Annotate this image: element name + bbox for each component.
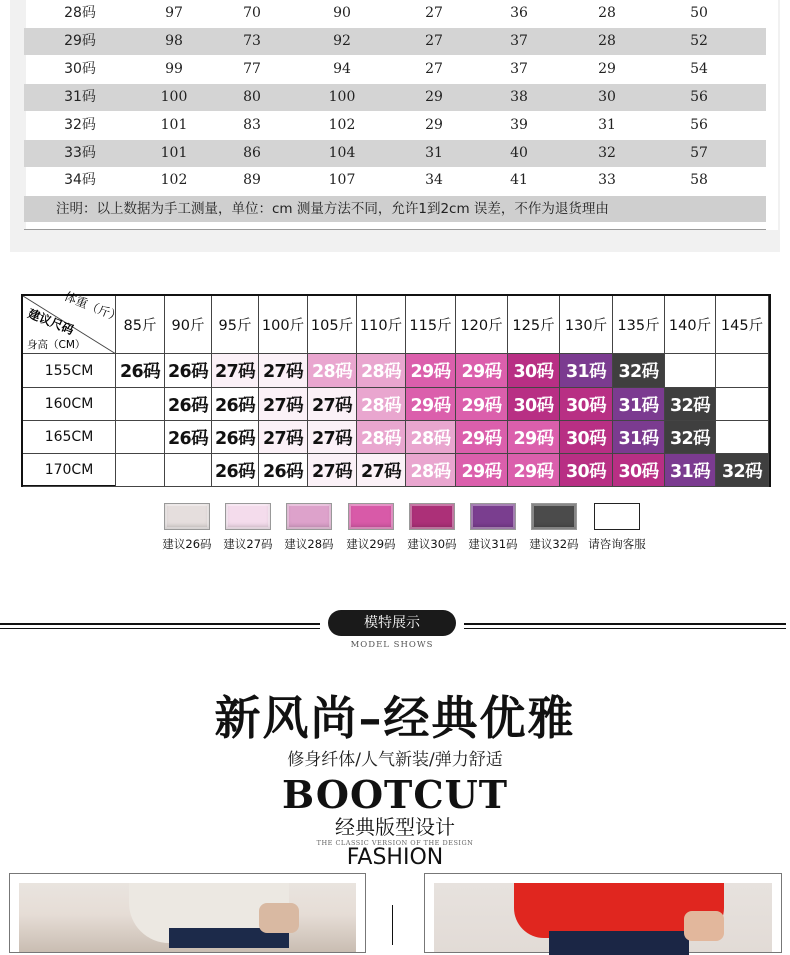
legend-item bbox=[342, 503, 400, 552]
legend-swatch bbox=[225, 503, 271, 530]
weight-header: 90斤 bbox=[165, 296, 212, 354]
size-cell: 32码 bbox=[613, 354, 665, 388]
size-cell: 27码 bbox=[357, 454, 406, 487]
measurement-row bbox=[24, 28, 766, 55]
measurement-cell: 29 bbox=[425, 89, 443, 105]
size-label: 29码 bbox=[64, 33, 96, 49]
legend-label: 请咨询客服 bbox=[588, 537, 646, 551]
measurement-cell: 101 bbox=[160, 117, 188, 133]
size-cell bbox=[665, 354, 716, 388]
photo-divider bbox=[392, 905, 393, 945]
measurement-cell: 83 bbox=[243, 117, 261, 133]
weight-header: 120斤 bbox=[456, 296, 508, 354]
height-label: 170CM bbox=[23, 454, 116, 487]
measurement-row bbox=[24, 140, 766, 167]
section-rule-right bbox=[464, 623, 786, 629]
measurement-cell: 39 bbox=[510, 117, 528, 133]
measurement-cell: 100 bbox=[160, 89, 188, 105]
height-axis-label: 身高（CM） bbox=[27, 339, 86, 351]
size-cell: 26码 bbox=[212, 454, 259, 487]
height-label: 165CM bbox=[23, 421, 116, 454]
measurement-cell: 37 bbox=[510, 61, 528, 77]
measurement-cell: 27 bbox=[425, 33, 443, 49]
legend-label: 建议26码 bbox=[162, 537, 212, 551]
weight-header: 130斤 bbox=[560, 296, 613, 354]
legend-swatch bbox=[470, 503, 516, 530]
legend-item bbox=[403, 503, 461, 552]
size-cell: 30码 bbox=[560, 421, 613, 454]
measurement-cell: 31 bbox=[425, 145, 443, 161]
size-cell bbox=[716, 388, 769, 421]
measurement-cell: 50 bbox=[690, 5, 708, 21]
size-cell: 29码 bbox=[456, 354, 508, 388]
measurement-cell: 98 bbox=[165, 33, 183, 49]
measurement-cell: 99 bbox=[165, 61, 183, 77]
size-cell: 27码 bbox=[259, 388, 308, 421]
measurement-note: 注明：以上数据为手工测量，单位：cm 测量方法不同，允许1到2cm 误差，不作为退货理由 bbox=[24, 196, 766, 222]
legend-swatch bbox=[286, 503, 332, 530]
size-cell bbox=[116, 421, 165, 454]
measurement-cell: 41 bbox=[510, 172, 528, 188]
weight-header: 135斤 bbox=[613, 296, 665, 354]
measurement-cell: 77 bbox=[243, 61, 261, 77]
legend-label: 建议27码 bbox=[223, 537, 273, 551]
size-cell: 29码 bbox=[508, 454, 560, 487]
legend-swatch bbox=[348, 503, 394, 530]
size-cell: 28码 bbox=[406, 454, 456, 487]
size-cell: 27码 bbox=[212, 354, 259, 388]
size-cell: 29码 bbox=[508, 421, 560, 454]
legend-label: 建议29码 bbox=[346, 537, 396, 551]
measurement-cell: 107 bbox=[328, 172, 356, 188]
size-cell: 31码 bbox=[665, 454, 716, 487]
size-cell bbox=[116, 388, 165, 421]
size-cell: 28码 bbox=[357, 388, 406, 421]
size-cell: 29码 bbox=[406, 388, 456, 421]
measurement-cell: 27 bbox=[425, 61, 443, 77]
legend-item bbox=[588, 503, 646, 552]
size-cell: 31码 bbox=[560, 354, 613, 388]
legend-item bbox=[158, 503, 216, 552]
size-cell: 30码 bbox=[508, 354, 560, 388]
size-cell: 30码 bbox=[560, 388, 613, 421]
weight-header: 115斤 bbox=[406, 296, 456, 354]
measurement-cell: 102 bbox=[328, 117, 356, 133]
measurement-cell: 56 bbox=[690, 117, 708, 133]
weight-header: 125斤 bbox=[508, 296, 560, 354]
measurement-cell: 31 bbox=[598, 117, 616, 133]
fashion-tagline: 修身纤体/人气新装/弹力舒适 bbox=[287, 750, 503, 770]
measurement-cell: 57 bbox=[690, 145, 708, 161]
height-label: 160CM bbox=[23, 388, 116, 421]
measurement-cell: 27 bbox=[425, 5, 443, 21]
measurement-cell: 32 bbox=[598, 145, 616, 161]
legend-item bbox=[464, 503, 522, 552]
weight-header: 105斤 bbox=[308, 296, 357, 354]
measurement-cell: 89 bbox=[243, 172, 261, 188]
classic-design-title: 经典版型设计 bbox=[335, 815, 455, 839]
size-cell: 30码 bbox=[560, 454, 613, 487]
size-cell: 28码 bbox=[308, 354, 357, 388]
measurement-cell: 70 bbox=[243, 5, 261, 21]
size-cell: 26码 bbox=[165, 354, 212, 388]
size-cell: 32码 bbox=[665, 388, 716, 421]
legend-item bbox=[525, 503, 583, 552]
measurement-cell: 29 bbox=[425, 117, 443, 133]
legend-swatch bbox=[409, 503, 455, 530]
weight-axis-label: 体重（斤） bbox=[62, 289, 124, 325]
size-cell: 27码 bbox=[308, 388, 357, 421]
measurement-cell: 92 bbox=[333, 33, 351, 49]
measurement-cell: 54 bbox=[690, 61, 708, 77]
size-cell: 32码 bbox=[665, 421, 716, 454]
size-label: 32码 bbox=[64, 117, 96, 133]
measurement-cell: 28 bbox=[598, 5, 616, 21]
size-cell: 27码 bbox=[308, 421, 357, 454]
measurement-cell: 73 bbox=[243, 33, 261, 49]
model-photo-right-image bbox=[434, 883, 772, 952]
measurement-cell: 90 bbox=[333, 5, 351, 21]
model-photo-left bbox=[9, 873, 366, 953]
size-cell: 30码 bbox=[508, 388, 560, 421]
measurement-row bbox=[24, 112, 766, 139]
suggested-size-label: 建议尺码 bbox=[25, 306, 76, 338]
size-cell: 27码 bbox=[259, 421, 308, 454]
size-cell: 26码 bbox=[116, 354, 165, 388]
section-rule-left bbox=[0, 623, 320, 629]
size-label: 31码 bbox=[64, 89, 96, 105]
measurement-cell: 102 bbox=[160, 172, 188, 188]
bootcut-title: BOOTCUT bbox=[282, 772, 508, 817]
size-cell: 29码 bbox=[456, 454, 508, 487]
legend-label: 建议28码 bbox=[284, 537, 334, 551]
weight-header: 95斤 bbox=[212, 296, 259, 354]
size-cell: 26码 bbox=[165, 421, 212, 454]
legend-swatch bbox=[164, 503, 210, 530]
size-cell: 28码 bbox=[406, 421, 456, 454]
weight-header: 100斤 bbox=[259, 296, 308, 354]
measurement-cell: 80 bbox=[243, 89, 261, 105]
size-cell: 29码 bbox=[456, 388, 508, 421]
size-cell: 31码 bbox=[613, 388, 665, 421]
model-photo-right bbox=[424, 873, 782, 953]
model-photo-left-image bbox=[19, 883, 356, 952]
legend-label: 建议30码 bbox=[407, 537, 457, 551]
size-label: 28码 bbox=[64, 5, 96, 21]
weight-header: 110斤 bbox=[357, 296, 406, 354]
size-cell: 28码 bbox=[357, 421, 406, 454]
measurement-cell: 37 bbox=[510, 33, 528, 49]
legend-item bbox=[219, 503, 277, 552]
measurement-row bbox=[24, 56, 766, 83]
legend-item bbox=[280, 503, 338, 552]
size-cell: 32码 bbox=[716, 454, 769, 487]
measurement-cell: 33 bbox=[598, 172, 616, 188]
model-shows-subtitle: MODEL SHOWS bbox=[350, 640, 434, 650]
size-label: 30码 bbox=[64, 61, 96, 77]
measurement-row bbox=[24, 167, 766, 194]
fashion-word: FASHION bbox=[346, 845, 444, 870]
classic-design-subtitle: THE CLASSIC VERSION OF THE DESIGN bbox=[316, 839, 474, 847]
weight-header: 85斤 bbox=[116, 296, 165, 354]
divider bbox=[24, 229, 766, 230]
height-label: 155CM bbox=[23, 354, 116, 388]
weight-header: 140斤 bbox=[665, 296, 716, 354]
grid-corner-header bbox=[23, 289, 124, 354]
measurement-row bbox=[24, 84, 766, 111]
measurement-cell: 104 bbox=[328, 145, 356, 161]
measurement-cell: 30 bbox=[598, 89, 616, 105]
size-label: 33码 bbox=[64, 145, 96, 161]
size-label: 34码 bbox=[64, 172, 96, 188]
size-cell: 28码 bbox=[357, 354, 406, 388]
legend-swatch bbox=[531, 503, 577, 530]
measurement-cell: 94 bbox=[333, 61, 351, 77]
measurement-cell: 56 bbox=[690, 89, 708, 105]
measurement-row bbox=[24, 0, 766, 27]
size-cell: 26码 bbox=[212, 421, 259, 454]
legend-label: 建议31码 bbox=[468, 537, 518, 551]
size-cell: 29码 bbox=[406, 354, 456, 388]
measurement-cell: 36 bbox=[510, 5, 528, 21]
measurement-cell: 52 bbox=[690, 33, 708, 49]
measurement-cell: 100 bbox=[328, 89, 356, 105]
size-cell bbox=[716, 421, 769, 454]
size-cell bbox=[165, 454, 212, 487]
model-shows-title: 模特展示 bbox=[328, 610, 456, 636]
fashion-headline: 新风尚–经典优雅 bbox=[214, 691, 576, 745]
size-cell: 27码 bbox=[259, 354, 308, 388]
size-cell: 27码 bbox=[308, 454, 357, 487]
measurement-cell: 28 bbox=[598, 33, 616, 49]
size-cell: 26码 bbox=[212, 388, 259, 421]
measurement-cell: 86 bbox=[243, 145, 261, 161]
measurement-cell: 38 bbox=[510, 89, 528, 105]
measurement-cell: 101 bbox=[160, 145, 188, 161]
size-cell bbox=[116, 454, 165, 487]
measurement-cell: 29 bbox=[598, 61, 616, 77]
measurement-cell: 58 bbox=[690, 172, 708, 188]
measurement-cell: 34 bbox=[425, 172, 443, 188]
size-cell bbox=[716, 354, 769, 388]
legend-label: 建议32码 bbox=[529, 537, 579, 551]
size-cell: 30码 bbox=[613, 454, 665, 487]
measurement-cell: 40 bbox=[510, 145, 528, 161]
legend-swatch bbox=[594, 503, 640, 530]
size-cell: 26码 bbox=[165, 388, 212, 421]
size-cell: 26码 bbox=[259, 454, 308, 487]
size-recommendation-grid bbox=[21, 289, 771, 487]
weight-header: 145斤 bbox=[716, 296, 769, 354]
size-cell: 31码 bbox=[613, 421, 665, 454]
size-cell: 29码 bbox=[456, 421, 508, 454]
measurement-cell: 97 bbox=[165, 5, 183, 21]
